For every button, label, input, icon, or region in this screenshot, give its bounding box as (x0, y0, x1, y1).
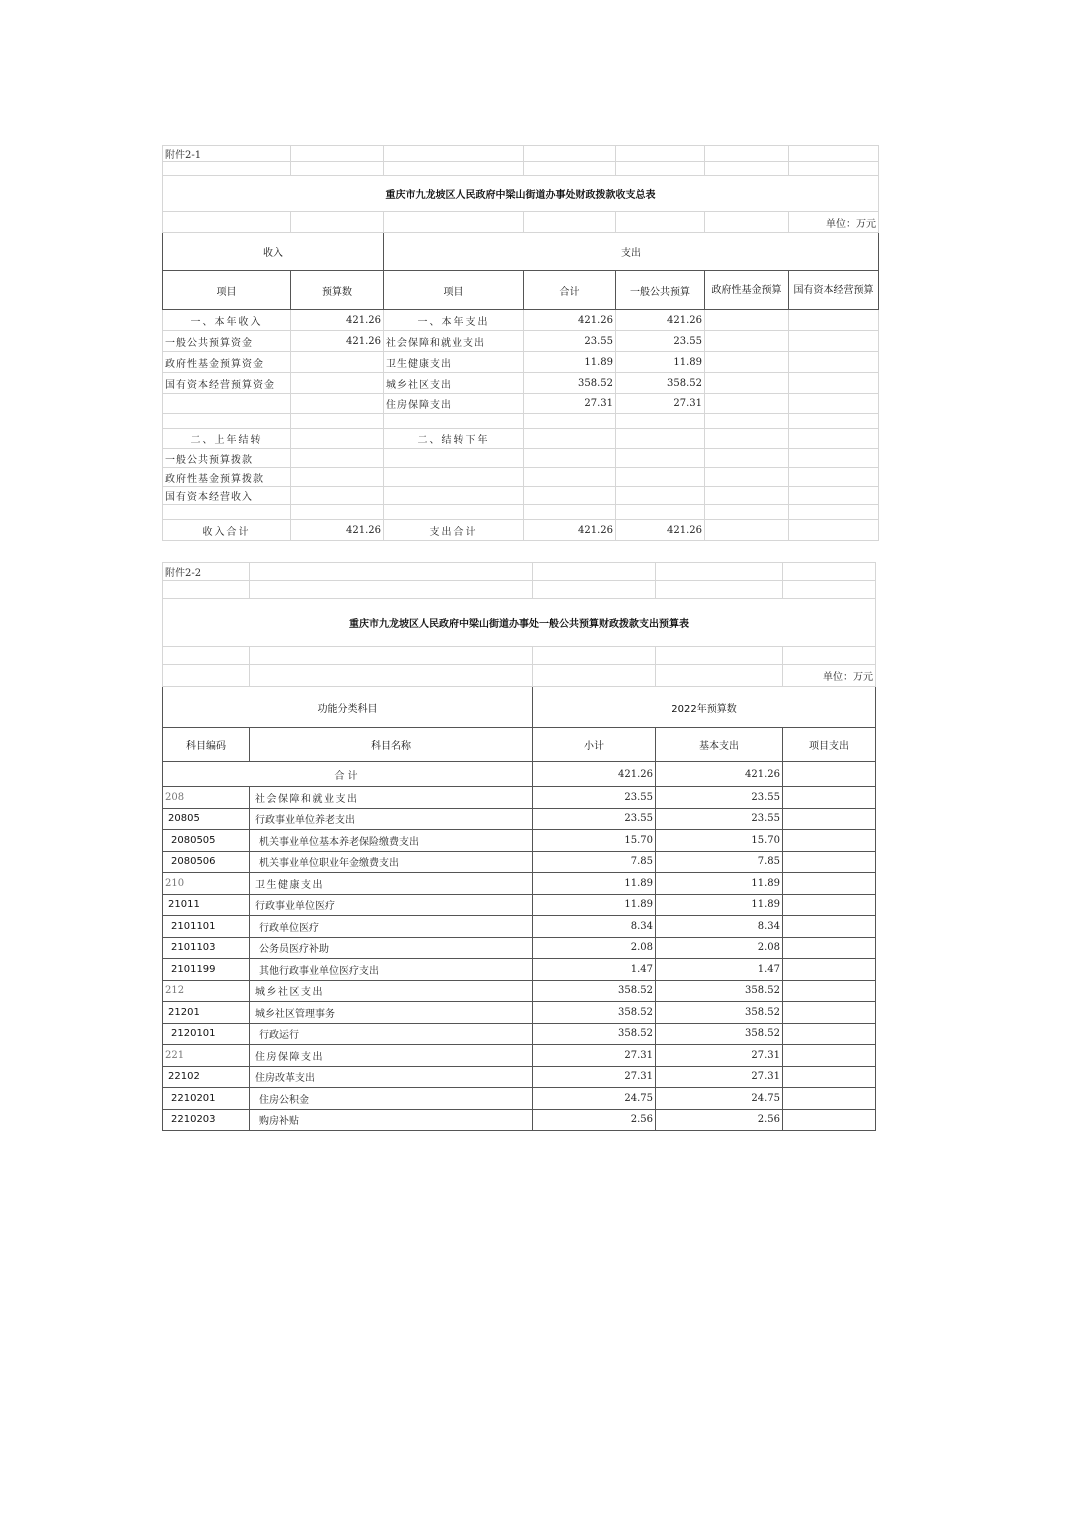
subject-name: 卫生健康支出 (250, 873, 533, 895)
table-row (163, 851, 876, 873)
subject-name: 行政事业单位医疗 (250, 894, 533, 916)
basic-expense-value: 24.75 (656, 1088, 783, 1110)
income-total-label: 收入合计 (163, 520, 291, 541)
general-budget: 27.31 (616, 394, 705, 414)
expense-total: 11.89 (524, 352, 616, 373)
basic-expense-value: 23.55 (656, 787, 783, 809)
project-expense-value (783, 959, 876, 981)
table-row (163, 331, 879, 352)
basic-expense-value: 23.55 (656, 808, 783, 830)
table-row (163, 468, 879, 487)
subject-name: 住房公积金 (250, 1088, 533, 1110)
subtotal-value: 24.75 (533, 1088, 656, 1110)
basic-expense-value: 11.89 (656, 873, 783, 895)
general-budget: 421.26 (616, 310, 705, 331)
project-expense-value (783, 1045, 876, 1067)
subtotal-value: 421.26 (533, 762, 656, 787)
state-capital-budget (789, 310, 879, 331)
income-amount (291, 449, 384, 468)
basic-expense-value: 15.70 (656, 830, 783, 852)
subtotal-value: 23.55 (533, 808, 656, 830)
column-header: 科目编码 (163, 728, 250, 762)
subject-code: 208 (163, 787, 250, 809)
fund-budget (705, 468, 789, 487)
project-expense-value (783, 762, 876, 787)
column-header: 国有资本经营预算 (789, 271, 879, 310)
subtotal-value: 11.89 (533, 894, 656, 916)
table-row (163, 1066, 876, 1088)
expense-item: 城乡社区支出 (384, 373, 524, 394)
expense-total: 23.55 (524, 331, 616, 352)
fund-budget (705, 373, 789, 394)
subject-code: 2080505 (163, 830, 250, 852)
basic-expense-value: 7.85 (656, 851, 783, 873)
table-row (163, 937, 876, 959)
subtotal-value: 8.34 (533, 916, 656, 938)
subject-code: 2101103 (163, 937, 250, 959)
subtotal-value: 11.89 (533, 873, 656, 895)
subject-code: 21201 (163, 1002, 250, 1024)
expense-total (524, 449, 616, 468)
fund-budget (705, 310, 789, 331)
general-budget-expense-table (162, 562, 876, 1131)
subject-name: 购房补贴 (250, 1109, 533, 1131)
table-row (163, 894, 876, 916)
column-header: 一般公共预算 (616, 271, 705, 310)
subject-name: 行政运行 (250, 1023, 533, 1045)
subtotal-value: 2.56 (533, 1109, 656, 1131)
income-item: 一、本年收入 (163, 310, 291, 331)
column-header: 小计 (533, 728, 656, 762)
table-row (163, 830, 876, 852)
column-header: 项目 (384, 271, 524, 310)
expense-total: 421.26 (524, 520, 616, 541)
general-budget: 421.26 (616, 520, 705, 541)
table-row (163, 1045, 876, 1067)
subject-code: 2210201 (163, 1088, 250, 1110)
income-amount (291, 468, 384, 487)
project-expense-value (783, 787, 876, 809)
income-item (163, 394, 291, 414)
subtotal-value: 358.52 (533, 1023, 656, 1045)
column-header: 预算数 (291, 271, 384, 310)
table-row (163, 873, 876, 895)
expense-header: 支出 (384, 233, 879, 271)
subject-name: 机关事业单位基本养老保险缴费支出 (250, 830, 533, 852)
subtotal-value: 358.52 (533, 980, 656, 1002)
income-item: 政府性基金预算资金 (163, 352, 291, 373)
project-expense-value (783, 851, 876, 873)
basic-expense-value: 358.52 (656, 1023, 783, 1045)
state-capital-budget (789, 373, 879, 394)
subject-code: 22102 (163, 1066, 250, 1088)
subtotal-value: 358.52 (533, 1002, 656, 1024)
subtotal-value: 1.47 (533, 959, 656, 981)
project-expense-value (783, 1002, 876, 1024)
subject-code: 2120101 (163, 1023, 250, 1045)
expense-total (524, 468, 616, 487)
table-row (163, 414, 879, 429)
expense-item: 社会保障和就业支出 (384, 331, 524, 352)
basic-expense-value: 27.31 (656, 1066, 783, 1088)
table-row (163, 429, 879, 449)
table-row (163, 373, 879, 394)
expense-item: 一、本年支出 (384, 310, 524, 331)
subject-code: 2101101 (163, 916, 250, 938)
project-expense-value (783, 1088, 876, 1110)
basic-expense-value: 421.26 (656, 762, 783, 787)
basic-expense-value: 27.31 (656, 1045, 783, 1067)
total-label: 合计 (163, 762, 533, 787)
budget-year-header: 2022年预算数 (533, 687, 876, 728)
fund-budget (705, 449, 789, 468)
project-expense-value (783, 937, 876, 959)
subject-code: 221 (163, 1045, 250, 1067)
income-amount (291, 487, 384, 505)
income-item: 国有资本经营预算资金 (163, 373, 291, 394)
subject-code: 212 (163, 980, 250, 1002)
table-row (163, 310, 879, 331)
subject-name: 住房保障支出 (250, 1045, 533, 1067)
subject-name: 行政单位医疗 (250, 916, 533, 938)
unit-label: 单位：万元 (783, 665, 876, 687)
general-budget (616, 468, 705, 487)
column-header: 科目名称 (250, 728, 533, 762)
total-row (163, 762, 876, 787)
basic-expense-value: 1.47 (656, 959, 783, 981)
income-amount (291, 394, 384, 414)
subtotal-value: 15.70 (533, 830, 656, 852)
fund-budget (705, 352, 789, 373)
column-header: 基本支出 (656, 728, 783, 762)
expense-item: 住房保障支出 (384, 394, 524, 414)
state-capital-budget (789, 429, 879, 449)
table-title: 重庆市九龙坡区人民政府中梁山街道办事处一般公共预算财政拨款支出预算表 (163, 599, 876, 647)
subject-code: 2101199 (163, 959, 250, 981)
general-budget (616, 449, 705, 468)
function-classification-header: 功能分类科目 (163, 687, 533, 728)
subject-code: 210 (163, 873, 250, 895)
subject-name: 城乡社区支出 (250, 980, 533, 1002)
table-title: 重庆市九龙坡区人民政府中梁山街道办事处财政拨款收支总表 (163, 176, 879, 212)
income-item: 一般公共预算拨款 (163, 449, 291, 468)
fund-budget (705, 331, 789, 352)
fund-budget (705, 429, 789, 449)
subtotal-value: 7.85 (533, 851, 656, 873)
income-amount: 421.26 (291, 331, 384, 352)
general-budget (616, 429, 705, 449)
subject-code: 20805 (163, 808, 250, 830)
column-header: 合计 (524, 271, 616, 310)
table-row (163, 352, 879, 373)
table-row (163, 916, 876, 938)
state-capital-budget (789, 331, 879, 352)
total-row (163, 520, 879, 541)
attachment-label: 附件2-1 (163, 146, 291, 162)
expense-item: 二、结转下年 (384, 429, 524, 449)
state-capital-budget (789, 468, 879, 487)
subtotal-value: 23.55 (533, 787, 656, 809)
project-expense-value (783, 894, 876, 916)
table-row (163, 980, 876, 1002)
income-total-amount: 421.26 (291, 520, 384, 541)
expense-item: 卫生健康支出 (384, 352, 524, 373)
table-row (163, 1002, 876, 1024)
project-expense-value (783, 808, 876, 830)
expense-total: 421.26 (524, 310, 616, 331)
subject-name: 公务员医疗补助 (250, 937, 533, 959)
subject-name: 其他行政事业单位医疗支出 (250, 959, 533, 981)
basic-expense-value: 2.08 (656, 937, 783, 959)
fund-budget (705, 487, 789, 505)
project-expense-value (783, 980, 876, 1002)
column-header: 政府性基金预算 (705, 271, 789, 310)
income-item: 政府性基金预算拨款 (163, 468, 291, 487)
project-expense-value (783, 1066, 876, 1088)
fund-budget (705, 520, 789, 541)
basic-expense-value: 8.34 (656, 916, 783, 938)
income-item: 国有资本经营收入 (163, 487, 291, 505)
income-amount (291, 373, 384, 394)
project-expense-value (783, 1023, 876, 1045)
income-amount (291, 429, 384, 449)
subject-code: 2080506 (163, 851, 250, 873)
table-row (163, 787, 876, 809)
subtotal-value: 27.31 (533, 1066, 656, 1088)
state-capital-budget (789, 394, 879, 414)
subject-code: 21011 (163, 894, 250, 916)
project-expense-value (783, 916, 876, 938)
table-row (163, 1088, 876, 1110)
table-row (163, 449, 879, 468)
subtotal-value: 27.31 (533, 1045, 656, 1067)
subject-name: 社会保障和就业支出 (250, 787, 533, 809)
general-budget: 23.55 (616, 331, 705, 352)
table-row (163, 505, 879, 520)
table-row (163, 1023, 876, 1045)
table-row (163, 487, 879, 505)
subject-name: 住房改革支出 (250, 1066, 533, 1088)
basic-expense-value: 358.52 (656, 1002, 783, 1024)
table-row (163, 959, 876, 981)
state-capital-budget (789, 352, 879, 373)
general-budget: 358.52 (616, 373, 705, 394)
basic-expense-value: 358.52 (656, 980, 783, 1002)
general-budget: 11.89 (616, 352, 705, 373)
column-header: 项目 (163, 271, 291, 310)
income-item: 二、上年结转 (163, 429, 291, 449)
basic-expense-value: 11.89 (656, 894, 783, 916)
subject-name: 行政事业单位养老支出 (250, 808, 533, 830)
project-expense-value (783, 873, 876, 895)
expense-item (384, 468, 524, 487)
income-amount (291, 352, 384, 373)
subject-name: 城乡社区管理事务 (250, 1002, 533, 1024)
general-budget (616, 487, 705, 505)
income-amount: 421.26 (291, 310, 384, 331)
income-expense-summary-table (162, 145, 879, 541)
state-capital-budget (789, 449, 879, 468)
state-capital-budget (789, 487, 879, 505)
table-row (163, 1109, 876, 1131)
expense-item (384, 449, 524, 468)
basic-expense-value: 2.56 (656, 1109, 783, 1131)
expense-item (384, 487, 524, 505)
expense-total: 27.31 (524, 394, 616, 414)
expense-total (524, 487, 616, 505)
subtotal-value: 2.08 (533, 937, 656, 959)
table-row (163, 808, 876, 830)
fund-budget (705, 394, 789, 414)
table-row (163, 394, 879, 414)
attachment-label: 附件2-2 (163, 563, 250, 581)
expense-total-label: 支出合计 (384, 520, 524, 541)
income-item: 一般公共预算资金 (163, 331, 291, 352)
project-expense-value (783, 1109, 876, 1131)
column-header: 项目支出 (783, 728, 876, 762)
subject-name: 机关事业单位职业年金缴费支出 (250, 851, 533, 873)
subject-code: 2210203 (163, 1109, 250, 1131)
income-header: 收入 (163, 233, 384, 271)
state-capital-budget (789, 520, 879, 541)
unit-label: 单位：万元 (789, 212, 879, 233)
expense-total: 358.52 (524, 373, 616, 394)
project-expense-value (783, 830, 876, 852)
expense-total (524, 429, 616, 449)
